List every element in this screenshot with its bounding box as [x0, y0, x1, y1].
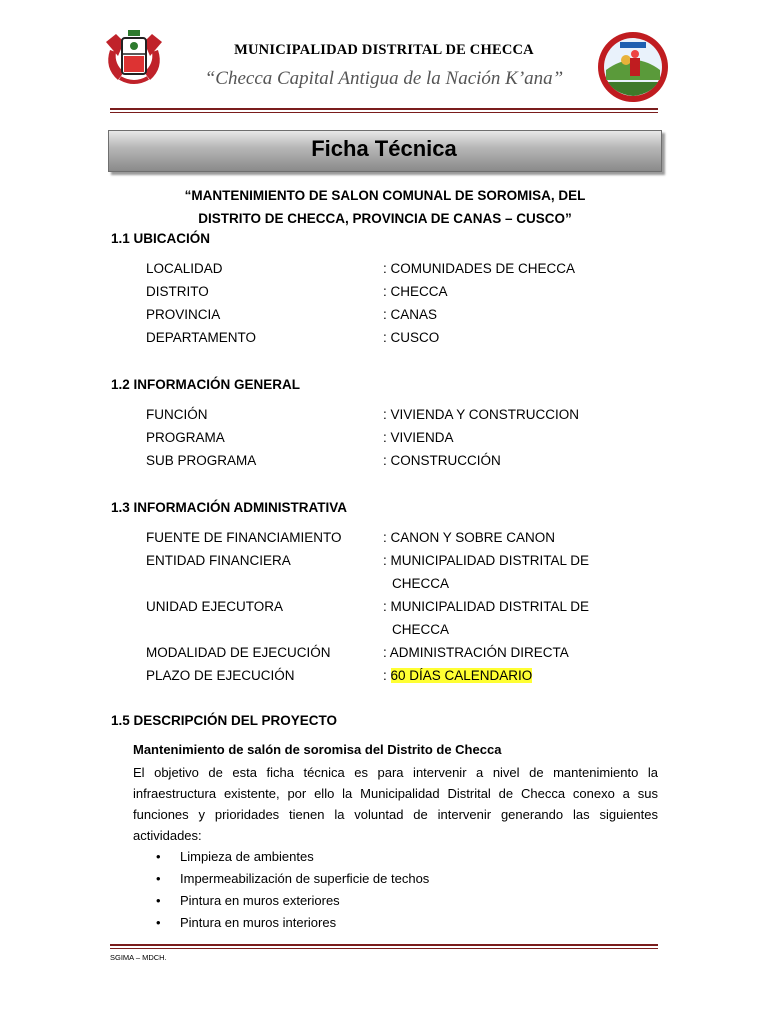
field-value: : MUNICIPALIDAD DISTRITAL DE: [383, 553, 590, 568]
field-label: PROGRAMA: [146, 430, 225, 445]
project-title-line-1: “MANTENIMIENTO DE SALON COMUNAL DE SOROMISA, DEL: [184, 188, 586, 203]
bullet-icon: •: [156, 915, 161, 930]
project-title-line-2: DISTRITO DE CHECCA, PROVINCIA DE CANAS – CUSCO”: [198, 211, 572, 226]
section-heading-administrativa: 1.3 INFORMACIÓN ADMINISTRATIVA: [111, 500, 347, 515]
footer-rule: [110, 944, 658, 946]
field-value: : CUSCO: [383, 330, 440, 345]
field-label: DEPARTAMENTO: [146, 330, 257, 345]
description-body: El objetivo de esta ficha técnica es para intervenir a nivel de mantenimiento la infraestructura existente, por ello la Municipalidad Distrital de Checca conexo a sus funciones y prioridades tienen la voluntad de intervenir generando las siguientes actividades:: [133, 765, 658, 843]
field-value: : ADMINISTRACIÓN DIRECTA: [383, 645, 569, 660]
field-label: PROVINCIA: [146, 307, 221, 322]
document-title: Ficha Técnica: [311, 136, 457, 161]
field-value: : COMUNIDADES DE CHECCA: [383, 261, 576, 276]
description-subheading: Mantenimiento de salón de soromisa del Distrito de Checca: [133, 742, 502, 757]
highlighted-duration: 60 DÍAS CALENDARIO: [390, 668, 533, 683]
municipal-seal-logo: [596, 30, 670, 104]
field-label: PLAZO DE EJECUCIÓN: [146, 668, 295, 683]
field-label: ENTIDAD FINANCIERA: [146, 553, 291, 568]
bullet-icon: •: [156, 871, 161, 886]
value-prefix: :: [383, 668, 391, 683]
bullet-icon: •: [156, 893, 161, 908]
footer-text: SGIMA – MDCH.: [110, 953, 167, 962]
list-item: Pintura en muros exteriores: [180, 893, 340, 908]
field-label: FUENTE DE FINANCIAMIENTO: [146, 530, 342, 545]
field-value: : VIVIENDA Y CONSTRUCCION: [383, 407, 580, 422]
footer-rule-thin: [110, 948, 658, 949]
field-value: : CONSTRUCCIÓN: [383, 453, 501, 468]
section-heading-descripcion: 1.5 DESCRIPCIÓN DEL PROYECTO: [111, 713, 338, 728]
field-value: : MUNICIPALIDAD DISTRITAL DE: [383, 599, 590, 614]
project-title: [130, 184, 640, 230]
organization-motto: “Checca Capital Antigua de la Nación K’ana”: [204, 68, 564, 89]
field-label: LOCALIDAD: [146, 261, 223, 276]
field-label: UNIDAD EJECUTORA: [146, 599, 284, 614]
bullet-icon: •: [156, 849, 161, 864]
field-value: : CANAS: [383, 307, 438, 322]
field-value: : CHECCA: [383, 284, 448, 299]
field-label: SUB PROGRAMA: [146, 453, 257, 468]
field-label: FUNCIÓN: [146, 407, 208, 422]
field-value-continued: CHECCA: [392, 576, 450, 591]
section-heading-ubicacion: 1.1 UBICACIÓN: [111, 231, 211, 246]
field-label: DISTRITO: [146, 284, 209, 299]
field-value: : CANON Y SOBRE CANON: [383, 530, 556, 545]
header-rule: [110, 108, 658, 110]
field-value: : VIVIENDA: [383, 430, 454, 445]
list-item: Pintura en muros interiores: [180, 915, 337, 930]
field-value-continued: CHECCA: [392, 622, 450, 637]
header-rule-thin: [110, 112, 658, 113]
list-item: Impermeabilización de superficie de techos: [180, 871, 430, 886]
list-item: Limpieza de ambientes: [180, 849, 314, 864]
organization-name: MUNICIPALIDAD DISTRITAL DE CHECCA: [234, 42, 534, 58]
field-label: MODALIDAD DE EJECUCIÓN: [146, 645, 331, 660]
field-value-plazo: [383, 668, 532, 683]
section-heading-general: 1.2 INFORMACIÓN GENERAL: [111, 377, 301, 392]
